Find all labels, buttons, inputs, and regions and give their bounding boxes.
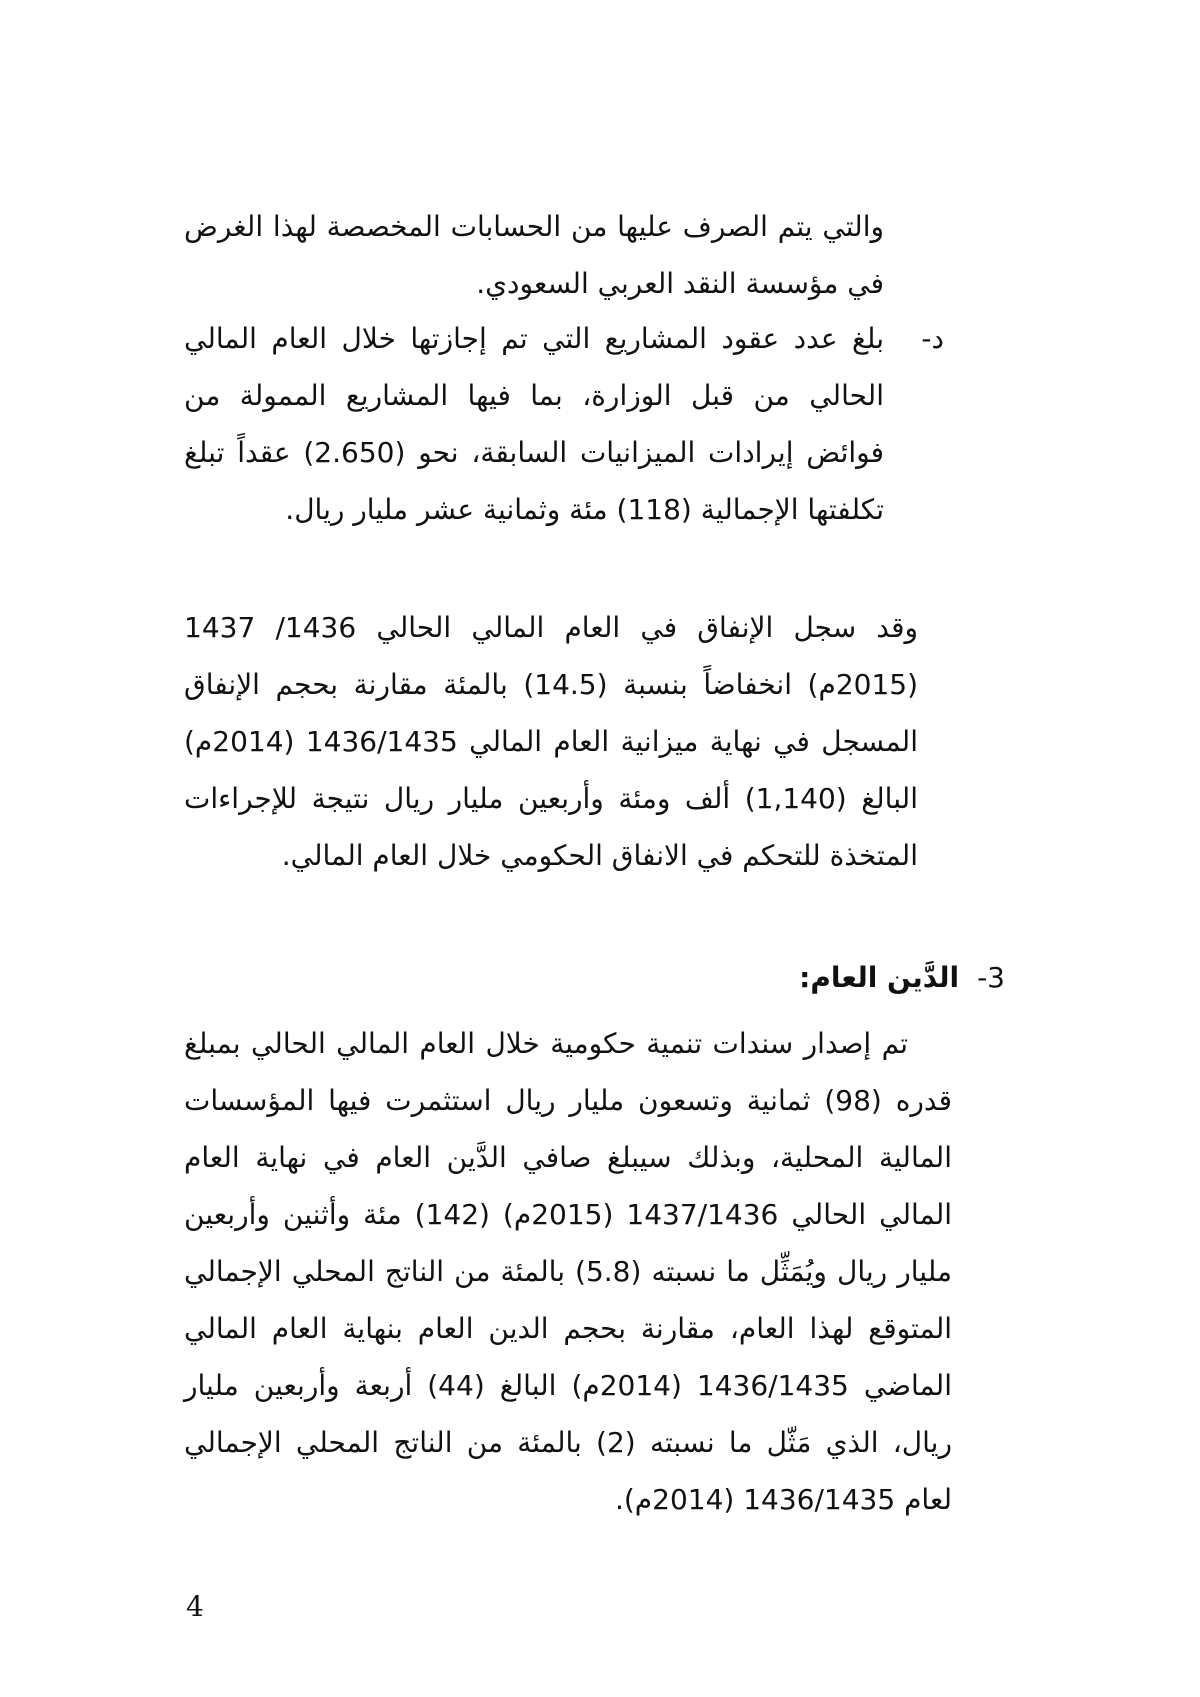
- section-number: 3-: [977, 961, 1005, 994]
- section-title: الدَّين العام:: [799, 961, 960, 994]
- list-item-d: [184, 310, 944, 538]
- page-number: 4: [186, 1590, 204, 1623]
- continuation-paragraph: والتي يتم الصرف عليها من الحسابات المخصصة لهذا الغرض في مؤسسة النقد العربي السعودي.: [184, 210, 884, 300]
- section-heading: [799, 949, 1005, 1006]
- list-item-text: بلغ عدد عقود المشاريع التي تم إجازتها خلال العام المالي الحالي من قبل الوزارة، بما فيها المشاريع الممولة من فوائض إيرادات الميزانيات السابقة، نحو (2.650) عقداً تبلغ تكلفتها الإجمالية (118) مئة وثمانية عشر مليار ريال.: [184, 322, 884, 526]
- spending-paragraph: وقد سجل الإنفاق في العام المالي الحالي 1436/ 1437 (2015م) انخفاضاً بنسبة (14.5) بالمئة مقارنة بحجم الإنفاق المسجل في نهاية ميزانية العام المالي 1436/1435 (2014م) البالغ (1,140) ألف ومئة وأربعين مليار ريال نتيجة للإجراءات المتخذة للتحكم في الانفاق الحكومي خلال العام المالي.: [184, 611, 919, 872]
- list-item-marker: د-: [921, 322, 944, 355]
- public-debt-paragraph: تم إصدار سندات تنمية حكومية خلال العام المالي الحالي بمبلغ قدره (98) ثمانية وتسعون مليار ريال استثمرت فيها المؤسسات المالية المحلية، وبذلك سيبلغ صافي الدَّين العام في نهاية العام المالي الحالي 1437/1436 (2015م) (142) مئة وأثنين وأربعين مليار ريال ويُمَثِّل ما نسبته (5.8) بالمئة من الناتج المحلي الإجمالي المتوقع لهذا العام، مقارنة بحجم الدين العام بنهاية العام المالي الماضي 1436/1435 (2014م) البالغ (44) أربعة وأربعين مليار ريال، الذي مَثّل ما نسبته (2) بالمئة من الناتج المحلي الإجمالي لعام 1436/1435 (2014م).: [184, 1027, 953, 1516]
